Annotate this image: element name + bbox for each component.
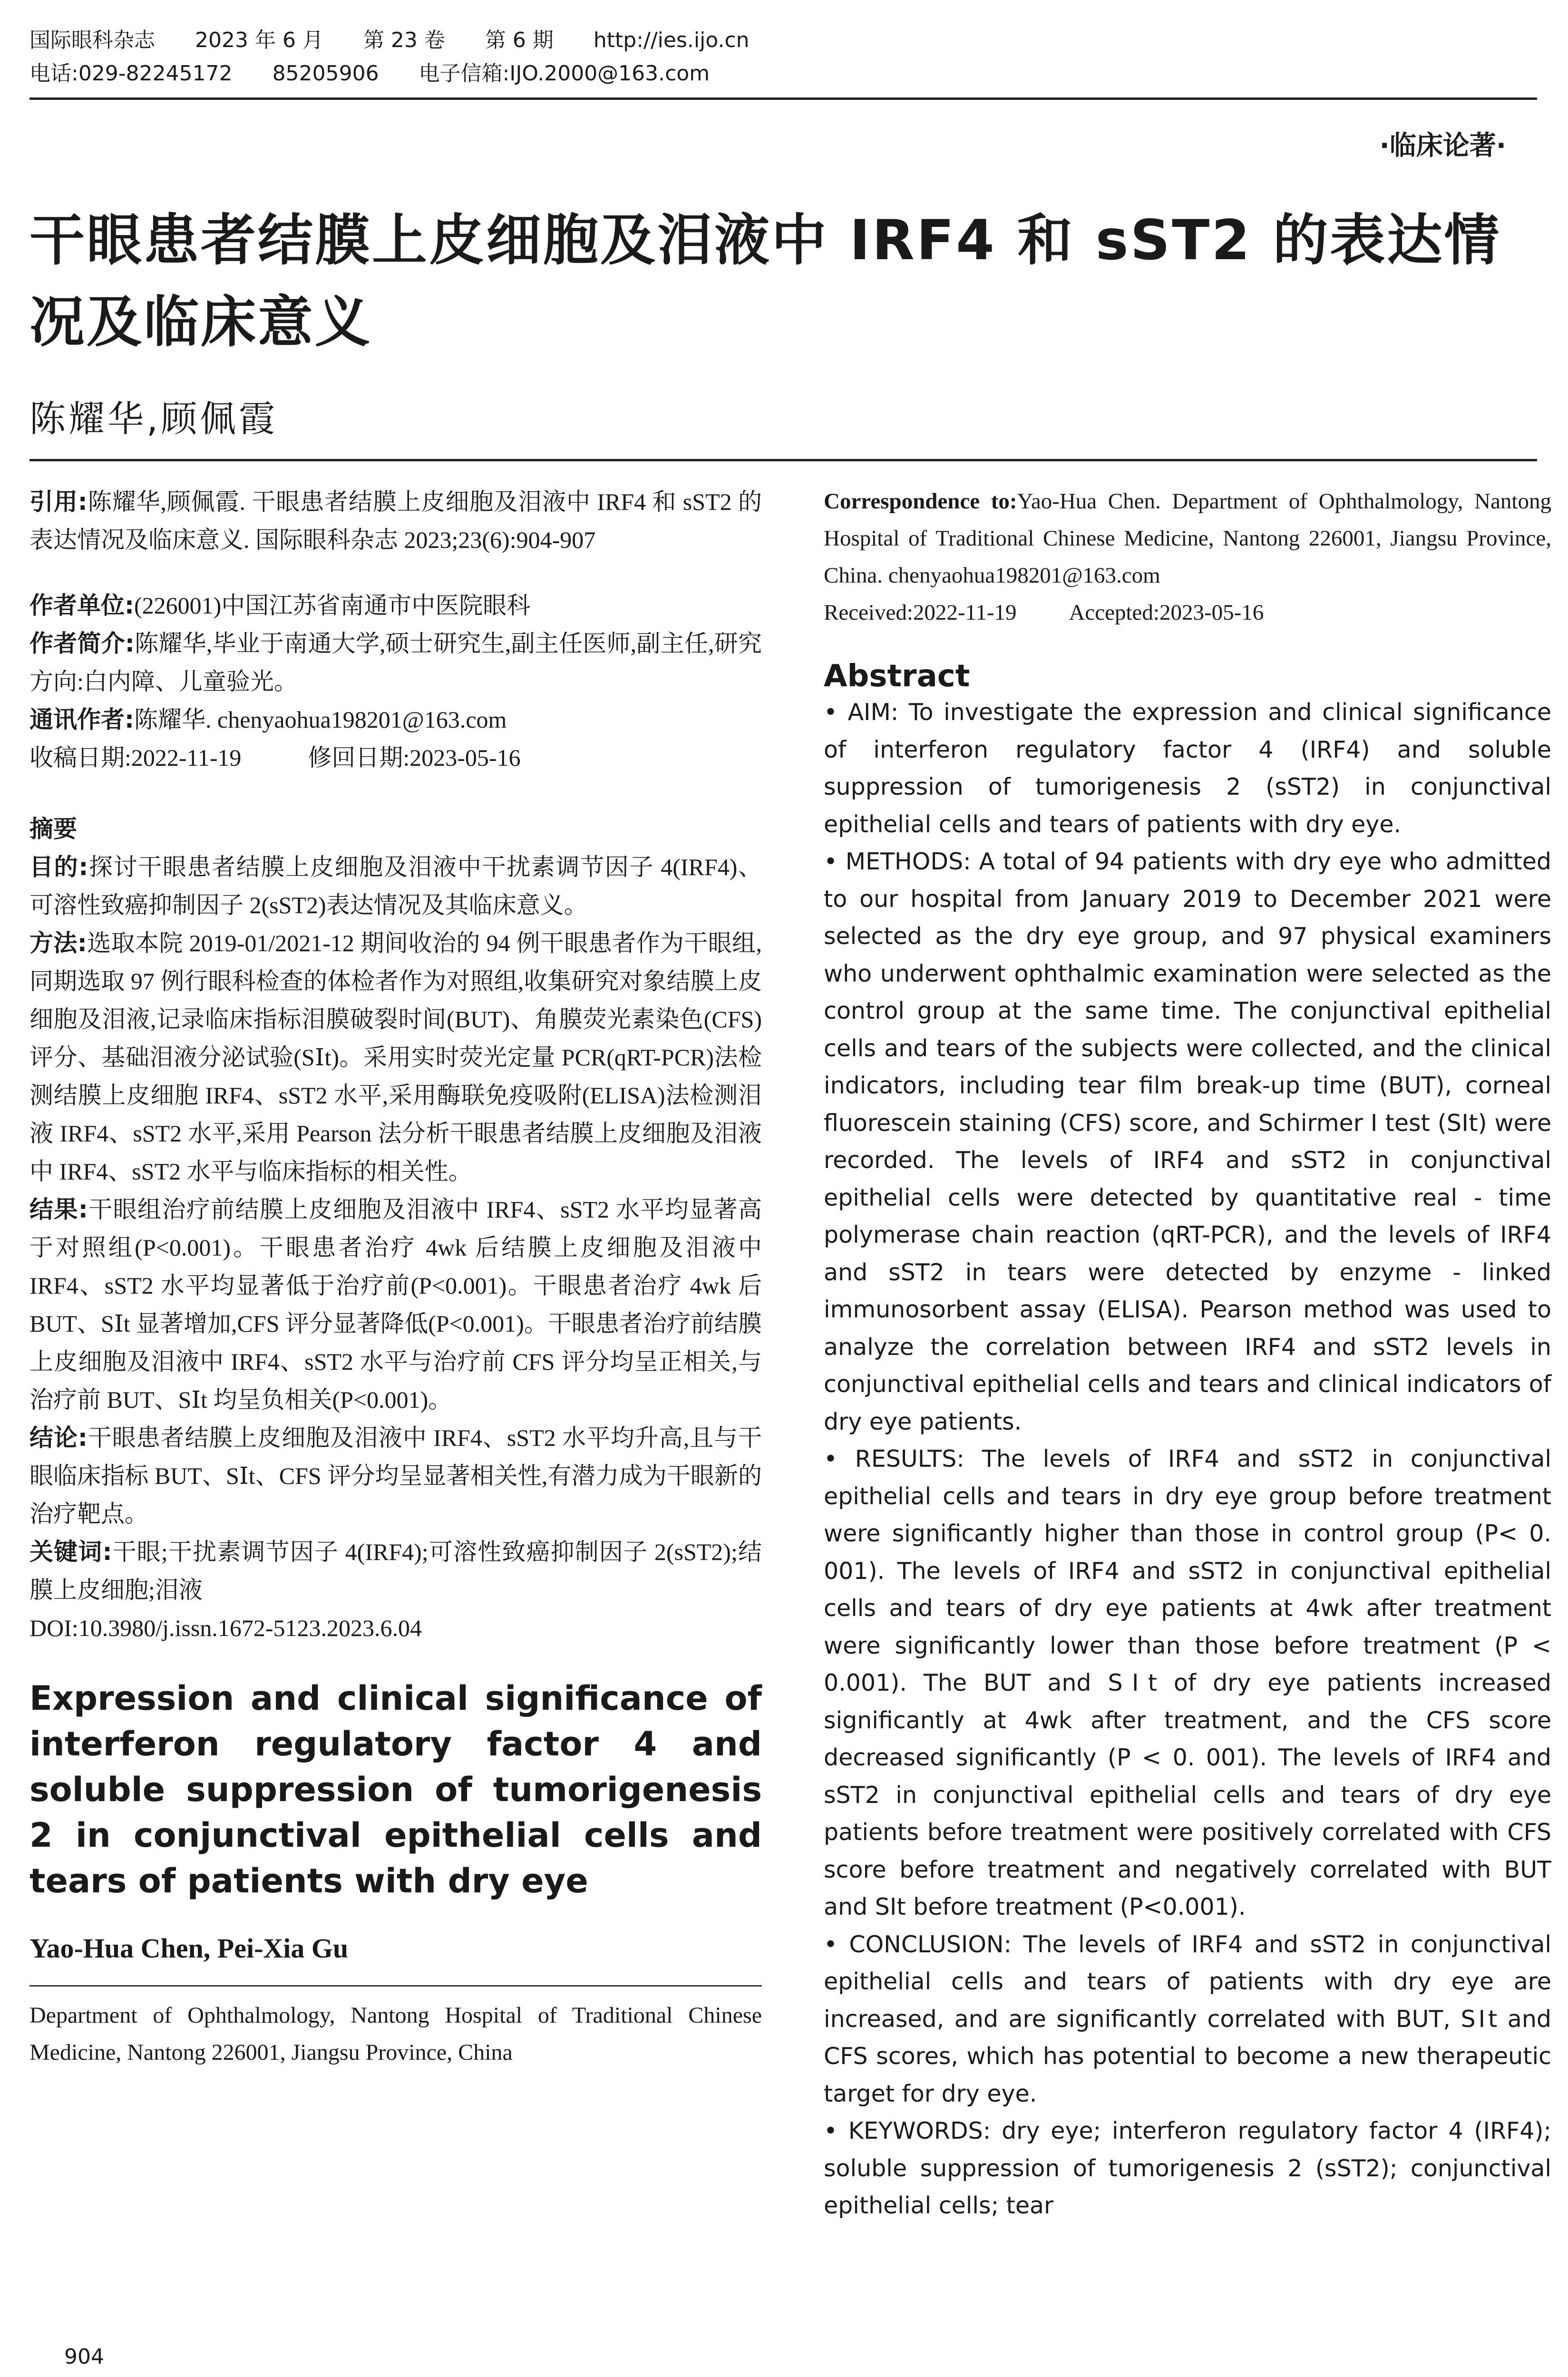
unit-text: (226001)中国江苏省南通市中医院眼科 bbox=[134, 592, 531, 619]
page-number: 904 bbox=[64, 2345, 104, 2369]
results-label: 结果: bbox=[29, 1196, 88, 1223]
abstract-head-cn: 摘要 bbox=[29, 815, 77, 843]
issue-date: 2023 年 6 月 bbox=[195, 28, 323, 52]
methods-cn bbox=[29, 924, 762, 1190]
citation bbox=[29, 483, 762, 559]
conclusion-label: 结论: bbox=[29, 1424, 88, 1452]
corr-en-label: Correspondence to: bbox=[824, 489, 1017, 514]
section-tag: ·临床论著· bbox=[1379, 130, 1506, 161]
results-cn bbox=[29, 1190, 762, 1419]
methods-text: 选取本院 2019-01/2021-12 期间收治的 94 例干眼患者作为干眼组,同期选取 97 例行眼科检查的体检者作为对照组,收集研究对象结膜上皮细胞及泪液,记录临床指标泪膜破裂时间(BUT)、角膜荧光素染色(CFS)评分、基础泪液分泌试验(SⅠt)。采用实时荧光定量 PCR(qRT-PCR)法检测结膜上皮细胞 IRF4、sST2 水平,采用酶联免疫吸附(ELISA)法检测泪液 IRF4、sST2 水平,采用 Pearson 法分析干眼患者结膜上皮细胞及泪液中 IRF4、sST2 水平与临床指标的相关性。 bbox=[29, 930, 762, 1185]
journal-header bbox=[29, 24, 1537, 90]
article-title-cn: 干眼患者结膜上皮细胞及泪液中 IRF4 和 sST2 的表达情况及临床意义 bbox=[29, 208, 1501, 354]
title-rule bbox=[29, 459, 1537, 461]
citation-label: 引用: bbox=[29, 488, 88, 516]
journal-phone-2: 85205906 bbox=[272, 61, 379, 86]
received-value: 2022-11-19 bbox=[131, 744, 242, 771]
bio-text: 陈耀华,毕业于南通大学,硕士研究生,副主任医师,副主任,研究方向:白内障、儿童验光。 bbox=[29, 630, 762, 695]
aim-cn bbox=[29, 848, 762, 924]
volume: 第 23 卷 bbox=[363, 28, 445, 52]
received-label: 收稿日期: bbox=[29, 744, 131, 771]
aim-en: • AIM: To investigate the expression and clinical significance of interferon regulatory factor 4 (IRF4) and soluble suppression of tumorigenesis 2 (sST2) in conjunctival epithelial cells and tears of patients with dry eye. bbox=[824, 699, 1551, 838]
right-column bbox=[824, 483, 1551, 2225]
corr-en-text: Yao-Hua Chen. Department of Ophthalmology, Nantong Hospital of Traditional Chinese Medicine, Nantong 226001, Jiangsu Province, China. chenyaohua198201@163.com bbox=[824, 489, 1551, 588]
conclusion-text: 干眼患者结膜上皮细胞及泪液中 IRF4、sST2 水平均升高,且与干眼临床指标 BUT、SⅠt、CFS 评分均呈显著相关性,有潜力成为干眼新的治疗靶点。 bbox=[29, 1424, 762, 1527]
methods-label: 方法: bbox=[29, 929, 87, 957]
aim-text: 探讨干眼患者结膜上皮细胞及泪液中干扰素调节因子 4(IRF4)、可溶性致癌抑制因子 2(sST2)表达情况及其临床意义。 bbox=[29, 854, 762, 918]
journal-name: 国际眼科杂志 bbox=[29, 28, 155, 52]
revised-label: 修回日期: bbox=[308, 744, 410, 771]
issue: 第 6 期 bbox=[485, 28, 554, 52]
journal-email: 电子信箱:IJO.2000@163.com bbox=[419, 61, 710, 86]
correspondence-en bbox=[824, 483, 1551, 594]
citation-text: 陈耀华,顾佩霞. 干眼患者结膜上皮细胞及泪液中 IRF4 和 sST2 的表达情况及临床意义. 国际眼科杂志 2023;23(6):904-907 bbox=[29, 488, 762, 553]
header-rule bbox=[29, 97, 1537, 100]
unit-label: 作者单位: bbox=[29, 592, 134, 619]
bio-label: 作者简介: bbox=[29, 630, 135, 657]
received-en: Received:2022-11-19 bbox=[824, 600, 1017, 625]
corr-label: 通讯作者: bbox=[29, 706, 134, 733]
keywords-text: 干眼;干扰素调节因子 4(IRF4);可溶性致癌抑制因子 2(sST2);结膜上皮细胞;泪液 bbox=[29, 1539, 762, 1603]
corr-text: 陈耀华. chenyaohua198201@163.com bbox=[134, 706, 507, 733]
dates-en bbox=[824, 594, 1551, 631]
corresponding-author bbox=[29, 701, 762, 739]
author-bio bbox=[29, 624, 762, 701]
results-text: 干眼组治疗前结膜上皮细胞及泪液中 IRF4、sST2 水平均显著高于对照组(P<0.001)。干眼患者治疗 4wk 后结膜上皮细胞及泪液中 IRF4、sST2 水平均显著低于治疗前(P<0.001)。干眼患者治疗 4wk 后 BUT、SⅠt 显著增加,CFS 评分显著降低(P<0.001)。干眼患者治疗前结膜上皮细胞及泪液中 IRF4、sST2 水平与治疗前 CFS 评分均呈正相关,与治疗前 BUT、SⅠt 均呈负相关(P<0.001)。 bbox=[29, 1196, 762, 1413]
journal-phone: 电话:029-82245172 bbox=[29, 61, 233, 86]
results-en: • RESULTS: The levels of IRF4 and sST2 in conjunctival epithelial cells and tears in dry eye group before treatment were significantly higher than those in control group (P< 0. 001). The levels of IRF4 and sST2 in conjunctival epithelial cells and tears of dry eye patients at 4wk after treatment were significantly lower than those before treatment (P < 0.001). The BUT and SⅠt of dry eye patients increased significantly at 4wk after treatment, and the CFS score decreased significantly (P < 0. 001). The levels of IRF4 and sST2 in conjunctival epithelial cells and tears of dry eye patients before treatment were positively correlated with CFS score before treatment and negatively correlated with BUT and SⅠt before treatment (P<0.001). bbox=[824, 1445, 1551, 1920]
abstract-head-en: Abstract bbox=[824, 659, 970, 694]
accepted-en: Accepted:2023-05-16 bbox=[1069, 600, 1264, 625]
affiliation-en: Department of Ophthalmology, Nantong Hospital of Traditional Chinese Medicine, Nantong 226001, Jiangsu Province, China bbox=[29, 2003, 762, 2065]
keywords-en: • KEYWORDS: dry eye; interferon regulatory factor 4 (IRF4); soluble suppression of tumorigenesis 2 (sST2); conjunctival epithelial cells; tear bbox=[824, 2117, 1551, 2219]
conclusion-cn bbox=[29, 1419, 762, 1533]
dates-cn bbox=[29, 739, 762, 777]
authors-en: Yao-Hua Chen, Pei-Xia Gu bbox=[29, 1933, 349, 1964]
keywords-cn bbox=[29, 1533, 762, 1609]
author-unit bbox=[29, 586, 762, 624]
revised-value: 2023-05-16 bbox=[409, 744, 521, 771]
keywords-label: 关键词: bbox=[29, 1538, 112, 1566]
doi[interactable]: DOI:10.3980/j.issn.1672-5123.2023.6.04 bbox=[29, 1615, 422, 1641]
article-title-en: Expression and clinical significance of interferon regulatory factor 4 and soluble suppression of tumorigenesis 2 in conjunctival epithelial cells and tears of patients with dry eye bbox=[29, 1679, 762, 1900]
conclusion-en: • CONCLUSION: The levels of IRF4 and sST2 in conjunctival epithelial cells and tears of patients with dry eye are increased, and are significantly correlated with BUT, SⅠt and CFS scores, which has potential to become a new therapeutic target for dry eye. bbox=[824, 1930, 1551, 2107]
authors-cn: 陈耀华,顾佩霞 bbox=[29, 398, 278, 440]
journal-url[interactable]: http://ies.ijo.cn bbox=[593, 28, 750, 52]
methods-en: • METHODS: A total of 94 patients with dry eye who admitted to our hospital from January 2019 to December 2021 were selected as the dry eye group, and 97 physical examiners who underwent ophthalmic examination were selected as the control group at the same time. The conjunctival epithelial cells and tears of the subjects were collected, and the clinical indicators, including tear film break-up time (BUT), corneal fluorescein staining (CFS) score, and Schirmer Ⅰ test (SⅠt) were recorded. The levels of IRF4 and sST2 in conjunctival epithelial cells were detected by quantitative real - time polymerase chain reaction (qRT-PCR), and the levels of IRF4 and sST2 in tears were detected by enzyme - linked immunosorbent assay (ELISA). Pearson method was used to analyze the correlation between IRF4 and sST2 levels in conjunctival epithelial cells and tears and clinical indicators of dry eye patients. bbox=[824, 848, 1551, 1435]
left-column bbox=[29, 483, 762, 2071]
aim-label: 目的: bbox=[29, 853, 88, 881]
